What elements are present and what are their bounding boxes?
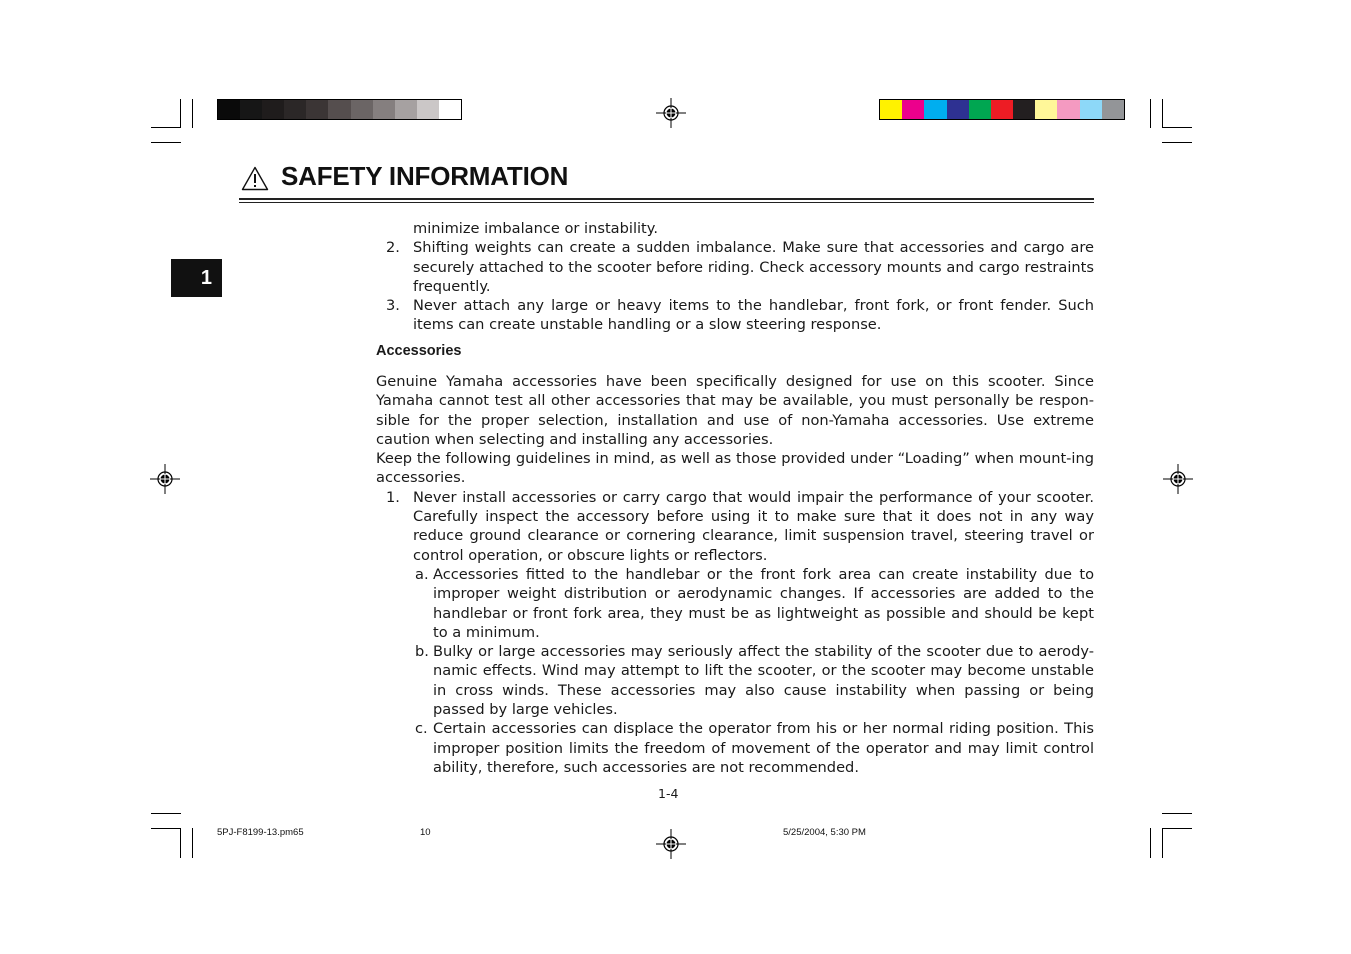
crop-mark: [1162, 99, 1163, 128]
sub-list-item: [376, 719, 1094, 777]
list-item-text: Certain accessories can displace the operator from his or her normal riding position. This improper position limits the freedom of movement of the operator and may limit control ability, therefore, such accessories are not recommended.: [433, 720, 1094, 776]
registration-mark-icon: [656, 829, 686, 859]
color-swatch: [880, 100, 902, 119]
chapter-tab: 1: [171, 259, 222, 297]
list-item-letter: c.: [415, 720, 428, 738]
crop-mark: [151, 813, 181, 814]
page-number: 1-4: [658, 786, 679, 801]
color-swatch: [328, 100, 350, 119]
color-swatch: [395, 100, 417, 119]
color-swatch: [262, 100, 284, 119]
color-swatch: [1102, 100, 1124, 119]
color-swatch: [439, 100, 461, 119]
crop-mark: [1162, 813, 1192, 814]
color-swatch: [1035, 100, 1057, 119]
crop-mark: [151, 828, 181, 829]
list-item-number: 3.: [386, 297, 400, 315]
crop-mark: [1150, 99, 1151, 128]
color-swatch: [417, 100, 439, 119]
list-item-number: 1.: [386, 488, 400, 506]
list-item-letter: b.: [415, 643, 429, 661]
list-item-text: minimize imbalance or instability.: [413, 220, 658, 237]
color-swatch: [1057, 100, 1079, 119]
color-swatch: [1013, 100, 1035, 119]
footer-filename: 5PJ-F8199-13.pm65: [217, 827, 304, 838]
list-item-number: 2.: [386, 239, 400, 257]
sub-list-item: [376, 642, 1094, 719]
color-swatch: [351, 100, 373, 119]
color-swatch: [306, 100, 328, 119]
color-swatch: [1080, 100, 1102, 119]
paragraph: Keep the following guidelines in mind, as well as those provided under “Loading” when mount-ing accessories.: [376, 450, 1094, 487]
color-swatch: [240, 100, 262, 119]
paragraph: Genuine Yamaha accessories have been specifically designed for use on this scooter. Since Yamaha cannot test all other accessories that may be available, you must personally be respon-sible for the proper selection, installation and use of non-Yamaha accessories. Use extreme caution when selecting and installing any accessories.: [376, 373, 1094, 448]
warning-triangle-icon: [241, 166, 269, 191]
crop-mark: [1162, 127, 1192, 128]
header-rule: [239, 198, 1094, 200]
loading-continued: [376, 219, 1094, 335]
list-item-text: Shifting weights can create a sudden imbalance. Make sure that accessories and cargo are securely attached to the scooter before riding. Check accessory mounts and cargo restraints frequently.: [413, 239, 1094, 295]
accessories-section: [376, 372, 1094, 777]
color-swatch: [969, 100, 991, 119]
crop-mark: [1162, 828, 1192, 829]
crop-mark: [1150, 828, 1151, 858]
list-item: [376, 488, 1094, 565]
color-swatch: [924, 100, 946, 119]
grayscale-calibration-bar: [217, 99, 462, 120]
sub-list-item: [376, 565, 1094, 642]
list-item: [376, 238, 1094, 296]
list-item: [376, 296, 1094, 335]
footer-timestamp: 5/25/2004, 5:30 PM: [783, 827, 866, 838]
crop-mark: [192, 828, 193, 858]
list-item-text: Never install accessories or carry cargo that would impair the performance of your scooter. Carefully inspect the accessory before using it to make sure that it does not in any way reduce ground clearance or cornering clearance, limit suspension travel, steering travel or control operation, or obscure lights or reflectors.: [413, 488, 1094, 564]
crop-mark: [151, 127, 181, 128]
crop-mark: [1162, 828, 1163, 858]
color-swatch: [284, 100, 306, 119]
list-item-text: Never attach any large or heavy items to the handlebar, front fork, or front fender. Such items can create unstable handling or a slow steering response.: [413, 297, 1094, 334]
color-swatch: [218, 100, 240, 119]
registration-mark-icon: [1163, 464, 1193, 494]
list-item: [376, 219, 1094, 238]
color-swatch: [373, 100, 395, 119]
footer-sheet-number: 10: [420, 827, 431, 838]
crop-mark: [151, 142, 181, 143]
crop-mark: [1162, 142, 1192, 143]
list-item-text: Bulky or large accessories may seriously affect the stability of the scooter due to aerody-namic effects. Wind may attempt to lift the scooter, or the scooter may become unstable in cross winds. These accessories may also cause instability when passing or being passed by large vehicles.: [433, 643, 1094, 719]
registration-mark-icon: [150, 464, 180, 494]
color-swatch: [991, 100, 1013, 119]
color-swatch: [902, 100, 924, 119]
color-swatch: [947, 100, 969, 119]
list-item-text: Accessories fitted to the handlebar or the front fork area can create instability due to improper weight distribution or aerodynamic changes. If accessories are added to the handlebar or front fork area, they must be as lightweight as possible and should be kept to a minimum.: [433, 565, 1094, 641]
color-calibration-bar: [879, 99, 1125, 120]
header-rule: [239, 202, 1094, 203]
section-heading: Accessories: [376, 343, 462, 359]
page-title: SAFETY INFORMATION: [281, 161, 569, 191]
crop-mark: [192, 99, 193, 128]
crop-mark: [180, 99, 181, 128]
list-item-letter: a.: [415, 565, 429, 583]
registration-mark-icon: [656, 98, 686, 128]
crop-mark: [180, 828, 181, 858]
